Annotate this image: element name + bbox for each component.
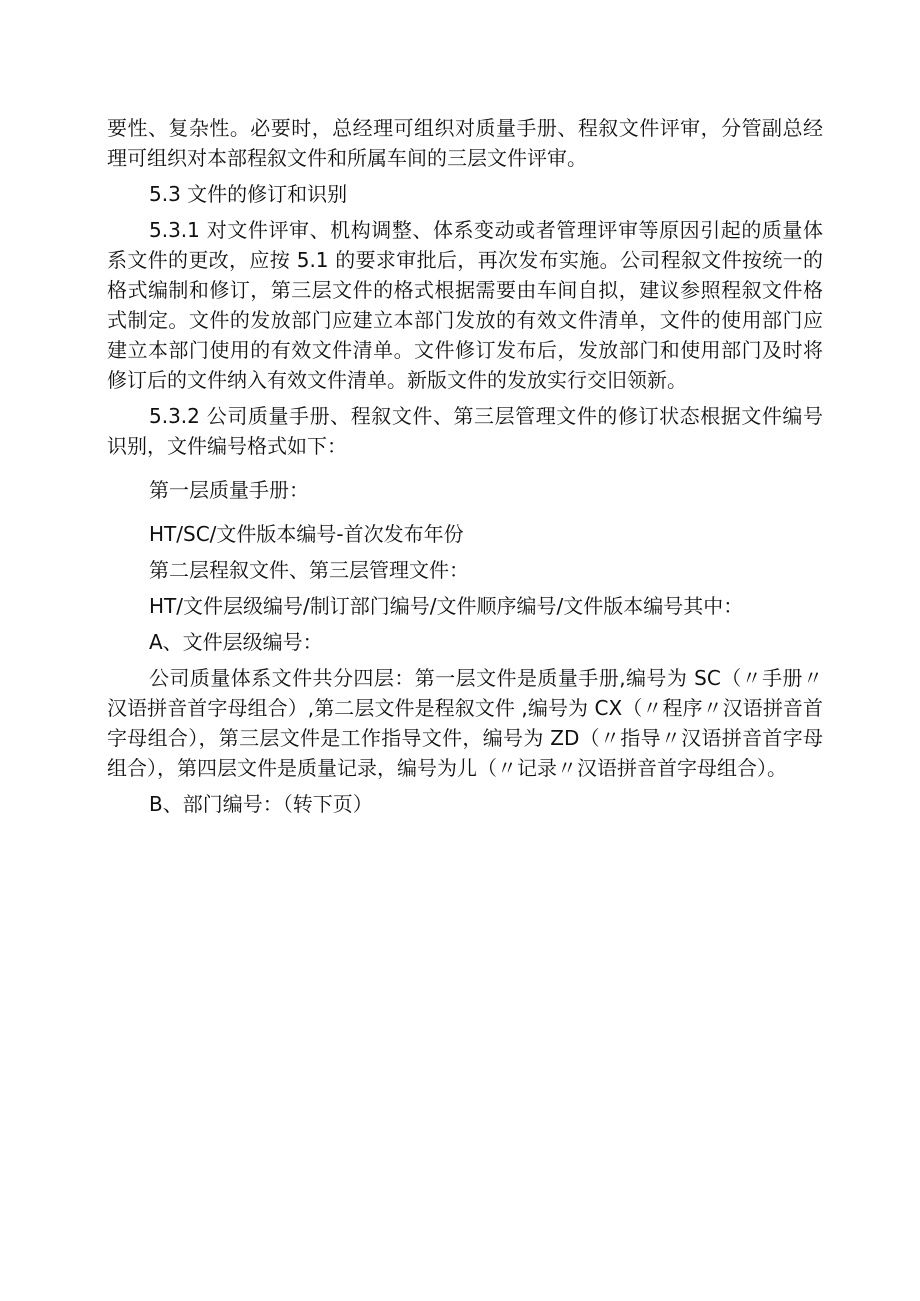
paragraph-continuation: 要性、复杂性。必要时，总经理可组织对质量手册、程叙文件评审，分管副总经理可组织对本部程叙文件和所属车间的三层文件评审。 — [107, 116, 823, 170]
section-heading-5-3: 5.3 文件的修订和识别 — [149, 182, 348, 206]
item-b-department-code: B、部门编号：（转下页） — [149, 792, 373, 816]
item-a-level-code: A、文件层级编号： — [149, 630, 323, 654]
paragraph-level-description: 公司质量体系文件共分四层：第一层文件是质量手册,编号为 SC（〃手册〃汉语拼音首字母组合）,第二层文件是程叙文件 ,编号为 CX（〃程序〃汉语拼音首字母组合），第三层文件是工作指导文件，编号为 ZD（〃指导〃汉语拼音首字母组合），第四层文件是质量记录，编号为儿（〃记录〃汉语拼音首字母组合）。 — [107, 666, 823, 780]
label-first-level-manual: 第一层质量手册： — [149, 478, 309, 502]
label-second-third-level: 第二层程叙文件、第三层管理文件： — [149, 558, 469, 582]
format-first-level: HT/SC/文件版本编号-首次发布年份 — [149, 522, 464, 546]
paragraph-5-3-1: 5.3.1 对文件评审、机构调整、体系变动或者管理评审等原因引起的质量体系文件的更改，应按 5.1 的要求审批后，再次发布实施。公司程叙文件按统一的格式编制和修订，第三层文件的格式根据需要由车间自拟，建议参照程叙文件格式制定。文件的发放部门应建立本部门发放的有效文件清单，文件的使用部门应建立本部门使用的有效文件清单。文件修订发布后，发放部门和使用部门及时将修订后的文件纳入有效文件清单。新版文件的发放实行交旧领新。 — [107, 218, 823, 392]
format-second-third-level: HT/文件层级编号/制订部门编号/文件顺序编号/文件版本编号其中： — [149, 594, 744, 618]
paragraph-5-3-2: 5.3.2 公司质量手册、程叙文件、第三层管理文件的修订状态根据文件编号识别，文件编号格式如下： — [107, 404, 823, 458]
document-body — [107, 113, 823, 825]
